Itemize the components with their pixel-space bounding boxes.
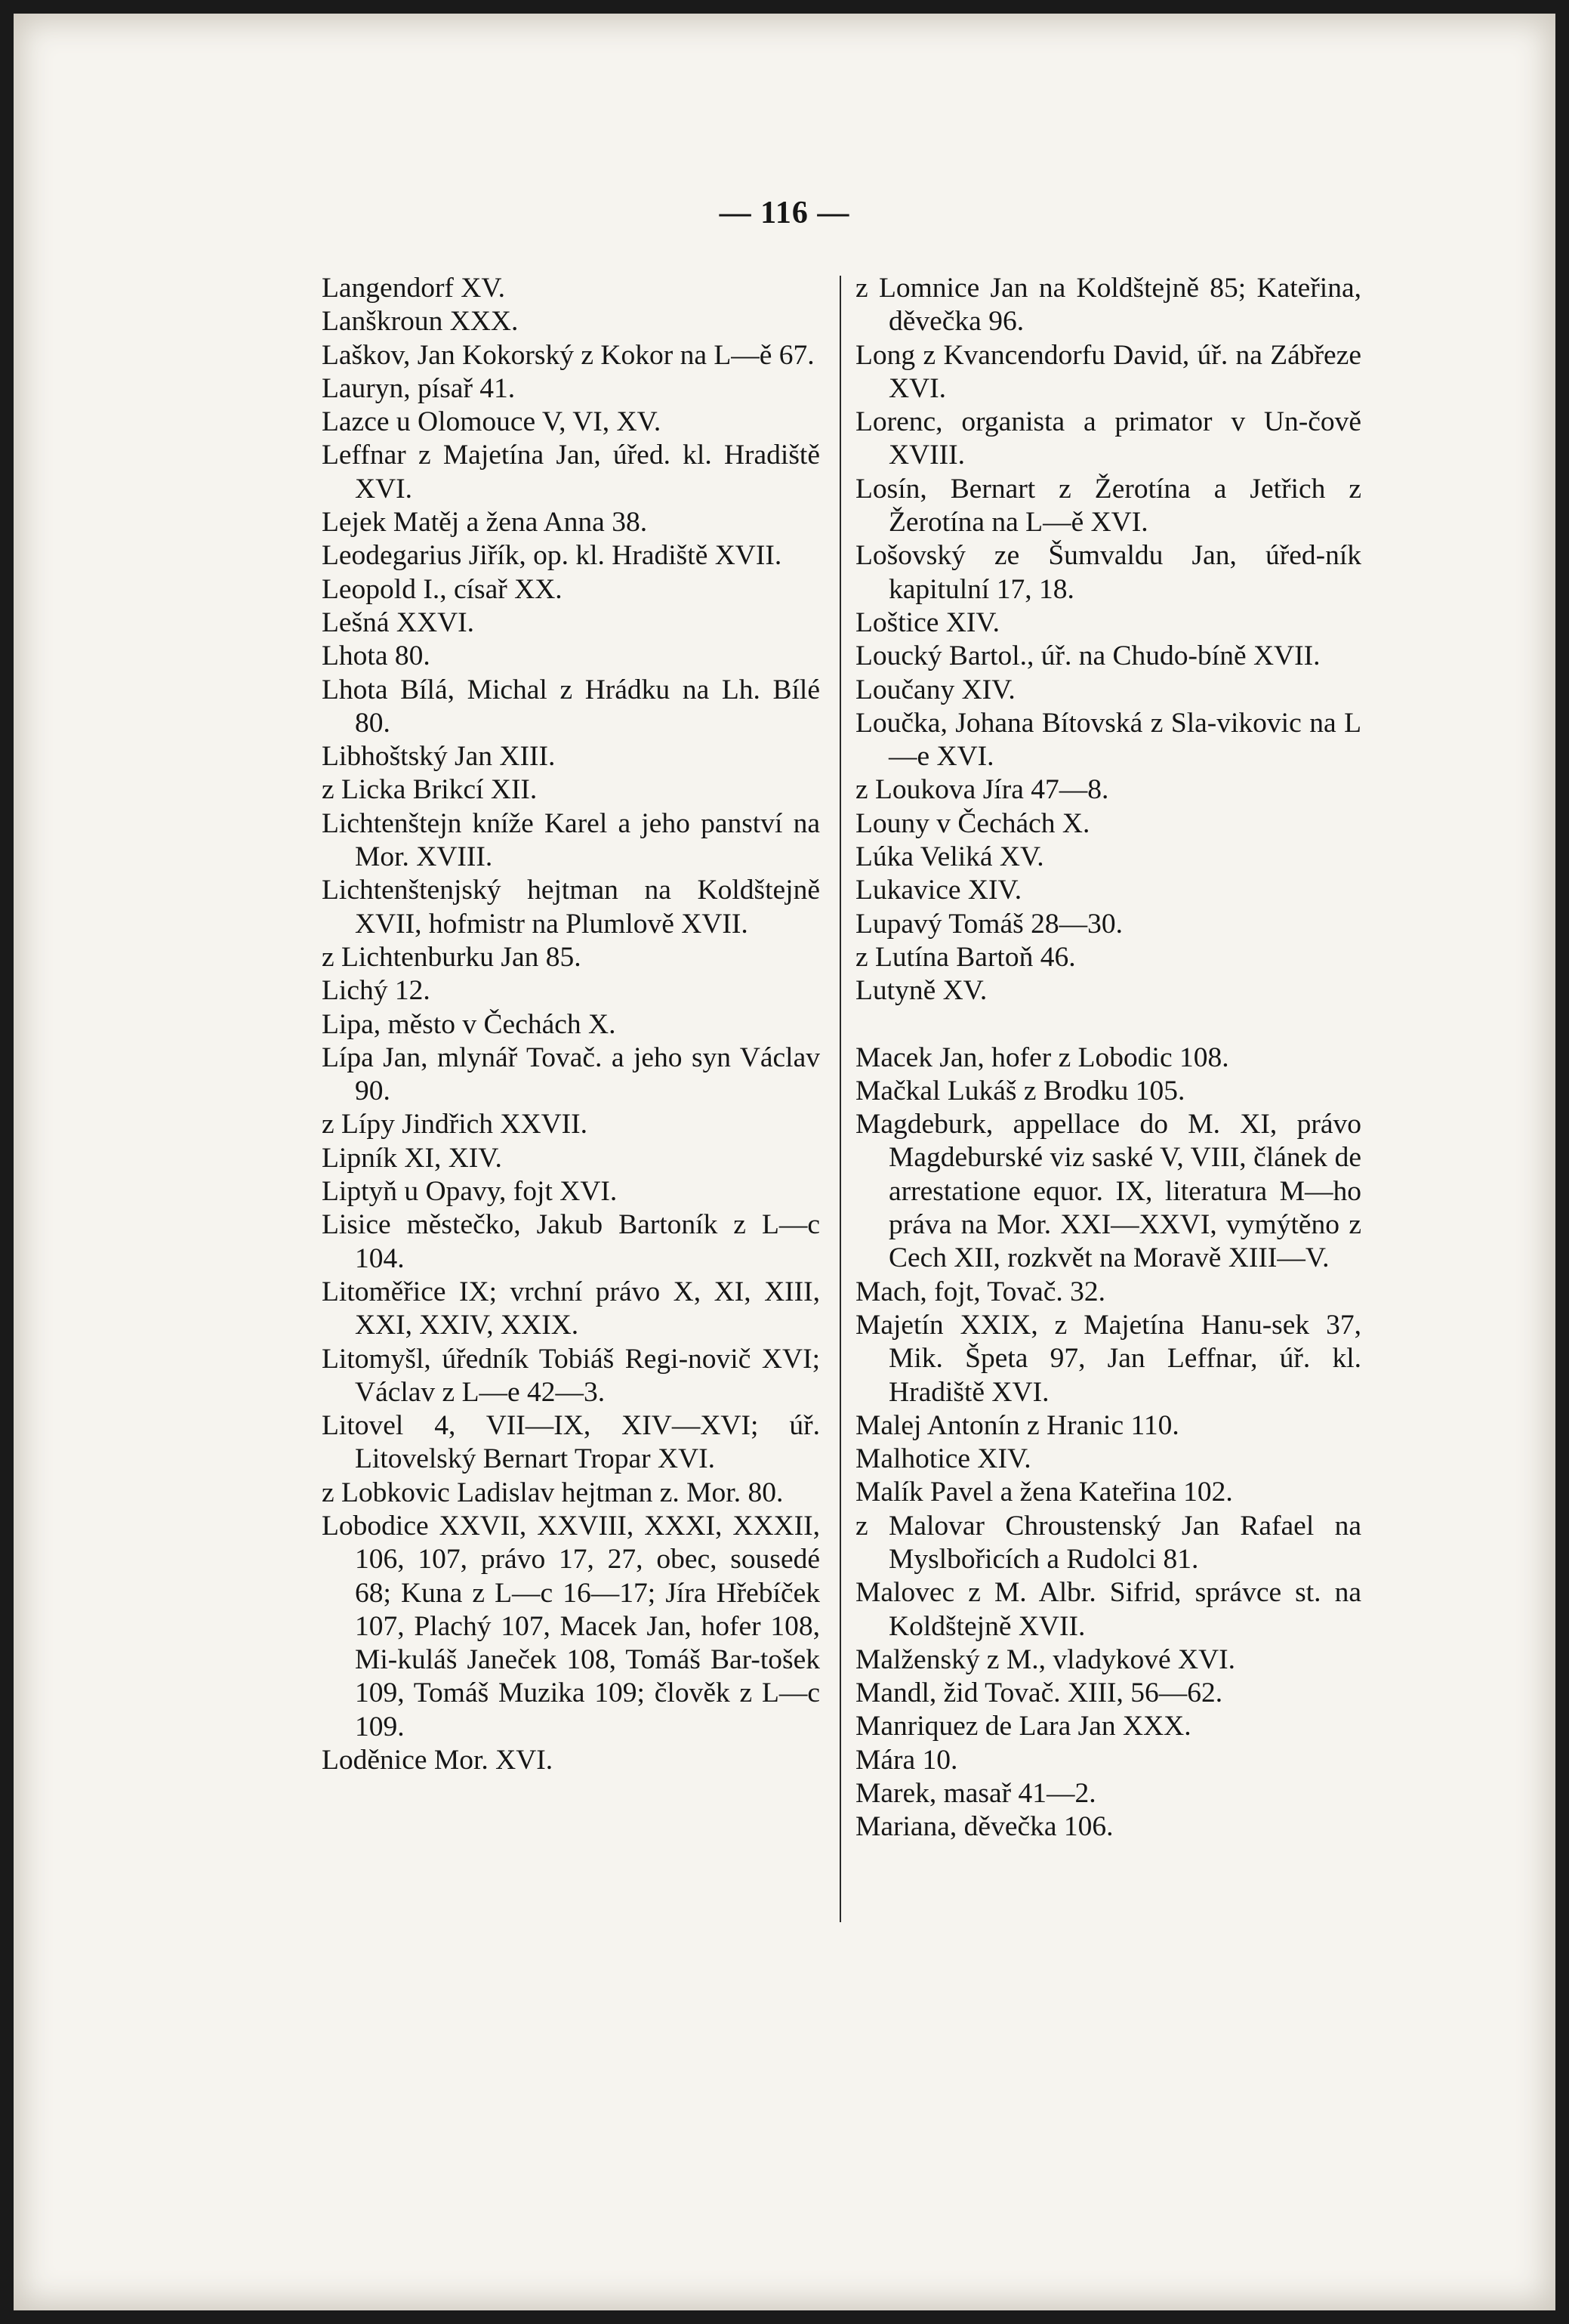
index-entry: Lipník XI, XIV. [322,1142,502,1174]
index-entry: Loučka, Johana Bítovská z Sla-vikovic na L—e XVI. [855,707,1361,773]
index-entry: z Lutína Bartoň 46. [855,941,1076,973]
page-number: — 116 — [719,196,850,230]
index-entry: Majetín XXIX, z Majetína Hanu-sek 37, Mik. Špeta 97, Jan Leffnar, úř. kl. Hradiště XVI. [855,1309,1361,1408]
index-entry: Lúka Veliká XV. [855,841,1044,873]
index-entry: Litomyšl, úředník Tobiáš Regi-novič XVI; Václav z L—e 42—3. [322,1343,820,1408]
index-entry: Lobodice XXVII, XXVIII, XXXI, XXXII, 106, 107, právo 17, 27, obec, sousedé 68; Kuna z L—c 16—17; Jíra Hřebíček 107, Plachý 107, Macek Jan, hofer 108, Mi-kuláš Janeček 108, Tomáš Bar-tošek 109, Tomáš Muzika 109; člověk z L—c 109. [322,1510,820,1742]
index-entry: Lípa Jan, mlynář Tovač. a jeho syn Václav 90. [322,1042,820,1107]
index-entry: Macek Jan, hofer z Lobodic 108. [855,1042,1229,1073]
index-entry: Lipa, město v Čechách X. [322,1008,616,1040]
index-entry: Marek, masař 41—2. [855,1778,1096,1810]
index-entry: Lorenc, organista a primator v Un-čově XVIII. [855,406,1361,471]
index-entry: Magdeburk, appellace do M. XI, právo Magdeburské viz saské V, VIII, článek de arrestatione equor. IX, literatura M—ho práva na Mor. XXI—XXVI, vymýtěno z Cech XII, rozkvět na Moravě XIII—V. [855,1109,1361,1274]
index-entry: Lhota Bílá, Michal z Hrádku na Lh. Bílé 80. [322,674,820,739]
index-entry: Lichý 12. [322,975,430,1007]
index-entry: Langendorf XV. [322,273,505,304]
index-entry: Libhoštský Jan XIII. [322,741,556,773]
index-entry: Malhotice XIV. [855,1443,1031,1475]
index-entry: Mariana, děvečka 106. [855,1811,1114,1843]
index-entry: Manriquez de Lara Jan XXX. [855,1711,1191,1742]
index-entry: Litovel 4, VII—IX, XIV—XVI; úř. Litovelský Bernart Tropar XVI. [322,1410,820,1475]
index-entry: Mandl, žid Tovač. XIII, 56—62. [855,1677,1223,1709]
index-entry: Lejek Matěj a žena Anna 38. [322,507,648,539]
index-entry: Lhota 80. [322,640,430,672]
index-column-left [322,272,820,1777]
index-entry: Malženský z M., vladykové XVI. [855,1643,1236,1675]
index-entry: Lazce u Olomouce V, VI, XV. [322,406,661,438]
index-entry: Lichtenštenjský hejtman na Koldštejně XVII, hofmistr na Plumlově XVII. [322,875,820,940]
index-entry: Leodegarius Jiřík, op. kl. Hradiště XVII. [322,540,782,572]
index-entry: Mára 10. [855,1744,958,1776]
index-entry: z Lichtenburku Jan 85. [322,941,581,973]
index-entry: Louny v Čechách X. [855,807,1090,839]
index-entry: Lošovský ze Šumvaldu Jan, úřed-ník kapitulní 17, 18. [855,540,1361,605]
index-entry: Lanškroun XXX. [322,306,519,338]
index-entry: Lisice městečko, Jakub Bartoník z L—c 104. [322,1209,820,1274]
index-entry: Lupavý Tomáš 28—30. [855,908,1123,940]
index-entry: Lukavice XIV. [855,875,1022,906]
index-entry: Losín, Bernart z Žerotína a Jetřich z Žerotína na L—ě XVI. [855,473,1361,539]
index-entry: z Lípy Jindřich XXVII. [322,1109,588,1140]
index-entry: z Lomnice Jan na Koldštejně 85; Kateřina, děvečka 96. [855,273,1361,338]
index-entry: Leopold I., císař XX. [322,573,563,605]
index-entry: Liptyň u Opavy, fojt XVI. [322,1176,618,1208]
index-entry: z Lobkovic Ladislav hejtman z. Mor. 80. [322,1477,784,1508]
index-entry: Mach, fojt, Tovač. 32. [855,1276,1105,1307]
index-entry: Lichtenštejn kníže Karel a jeho panství na Mor. XVIII. [322,807,820,873]
index-column-right [855,272,1361,1844]
index-entry: z Loukova Jíra 47—8. [855,774,1109,806]
index-entry: z Licka Brikcí XII. [322,774,538,806]
index-entry: Malovec z M. Albr. Sifrid, správce st. na Koldštejně XVII. [855,1577,1361,1642]
index-entry: Malej Antonín z Hranic 110. [855,1409,1179,1441]
index-entry: Malík Pavel a žena Kateřina 102. [855,1477,1233,1508]
index-entry: Loděnice Mor. XVI. [322,1745,553,1776]
index-entry: Mačkal Lukáš z Brodku 105. [855,1075,1185,1106]
index-entry: z Malovar Chroustenský Jan Rafael na Myslbořicích a Rudolci 81. [855,1510,1361,1575]
index-entry: Long z Kvancendorfu David, úř. na Zábřeze XVI. [855,339,1361,404]
index-entry: Loučany XIV. [855,674,1016,705]
index-entry: Laškov, Jan Kokorský z Kokor na L—ě 67. [322,339,815,371]
index-entry: Lauryn, písař 41. [322,372,516,404]
column-divider [840,276,841,1922]
index-entry: Lešná XXVI. [322,606,475,638]
index-entry: Leffnar z Majetína Jan, úřed. kl. Hradiště XVI. [322,440,820,505]
index-entry: Lutyně XV. [855,975,988,1007]
index-entry: Litoměřice IX; vrchní právo X, XI, XIII, XXI, XXIV, XXIX. [322,1276,820,1341]
index-entry: Loštice XIV. [855,606,1000,638]
index-entry: Loucký Bartol., úř. na Chudo-bíně XVII. [855,640,1321,672]
